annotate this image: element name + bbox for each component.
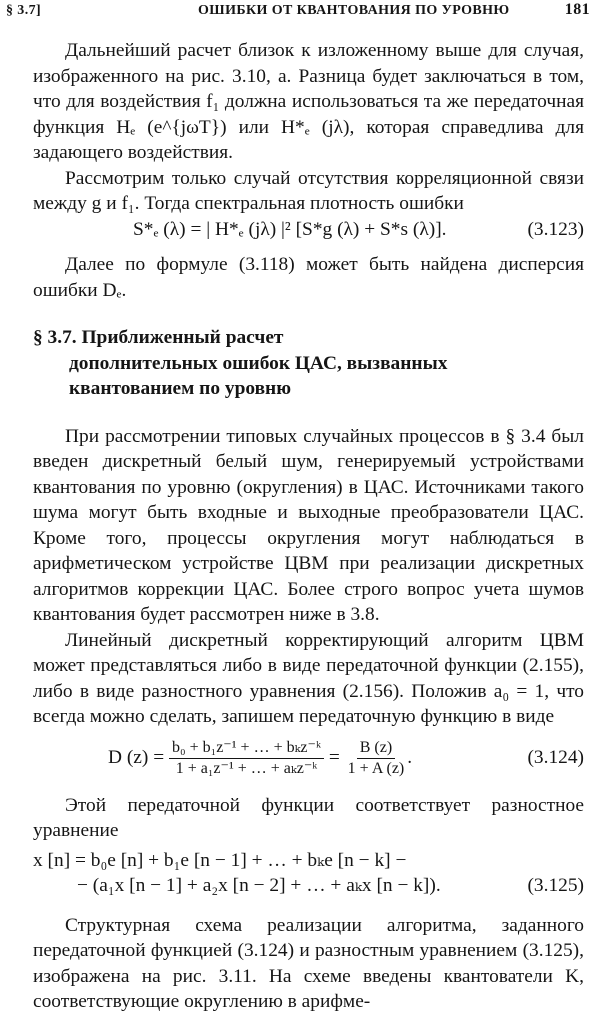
header-title: ОШИБКИ ОТ КВАНТОВАНИЯ ПО УРОВНЮ [198,3,510,18]
paragraph-7: Структурная схема реализации алгоритма, заданного передаточной функцией (3.124) и разностным уравнением (3.125), изображена на рис. 3.11. На схеме введены квантователи K, соответствующие округлению в арифме- [33,914,584,1012]
header-section-ref: § 3.7] [6,3,42,18]
equation-period: . [407,746,413,768]
fraction-2-denominator: 1 + A (z) [347,759,405,777]
section-heading-line-1: § 3.7. Приближенный расчет [33,327,284,348]
equation-3-123 [33,217,584,243]
equation-number: (3.123) [527,218,584,240]
paragraph-5: Линейный дискретный корректирующий алгоритм ЦВМ может представляться либо в виде передаточной функции (2.155), либо в виде разностного уравнения (2.156). Положив a₀ = 1, что всегда можно сделать, запишем передаточную функцию в виде [33,629,584,727]
equation-line-2-row [33,873,584,899]
equation-body: S*ₑ (λ) = | H*ₑ (jλ) |² [S*g (λ) + S*s (λ)]. [133,218,447,240]
paragraph-4: При рассмотрении типовых случайных процессов в § 3.4 был введен дискретный белый шум, генерируемый устройствами квантования по уровню (округления) в ЦАС. Источниками такого шума могут быть входные и выходные преобразователи ЦАС. Кроме того, процессы округления могут наблюдаться в арифметическом устройстве ЦВМ при реализации дискретных алгоритмов коррекции ЦАС. Более строго вопрос учета шумов квантования будет рассмотрен ниже в 3.8. [33,425,584,625]
equation-lhs: D (z) = [108,746,165,768]
section-heading-line-2: дополнительных ошибок ЦАС, вызванных [69,352,448,374]
equation-3-125 [33,848,584,899]
paragraph-2: Рассмотрим только случай отсутствия корреляционной связи между g и f₁. Тогда спектральная плотность ошибки [33,167,584,214]
equation-number: (3.125) [527,875,584,896]
fraction-2-numerator: B (z) [357,738,395,759]
paragraph-3: Далее по формуле (3.118) может быть найдена дисперсия ошибки Dₑ. [33,254,584,301]
equation-line-2: − (a₁x [n − 1] + a₂x [n − 2] + … + aₖx [n − k]). [77,875,441,896]
equation-number: (3.124) [527,747,584,769]
section-heading-line-3: квантованием по уровню [69,378,292,399]
paragraph-1: Дальнейший расчет близок к изложенному выше для случая, изображенного на рис. 3.10, а. Разница будет заключаться в том, что для воздействия f₁ должна использоваться та же передаточная функция Hₑ (e^{jωT}) или H*ₑ (jλ), которая справедлива для задающего воздействия. [33,40,584,163]
fraction-1 [169,738,324,779]
page-number: 181 [564,1,590,18]
equation-line-1: x [n] = b₀e [n] + b₁e [n − 1] + … + bₖe [n − k] − [33,849,407,871]
equation-equals: = [328,746,340,768]
fraction-1-numerator: b₀ + b₁z⁻¹ + … + bₖz⁻ᵏ [169,738,324,759]
equation-body [108,738,527,779]
section-heading [33,325,584,402]
equation-3-124 [33,738,584,779]
running-header [0,0,600,22]
fraction-1-denominator: 1 + a₁z⁻¹ + … + aₖz⁻ᵏ [175,759,318,777]
fraction-2 [345,738,408,779]
paragraph-6: Этой передаточной функции соответствует разностное уравнение [33,794,584,841]
